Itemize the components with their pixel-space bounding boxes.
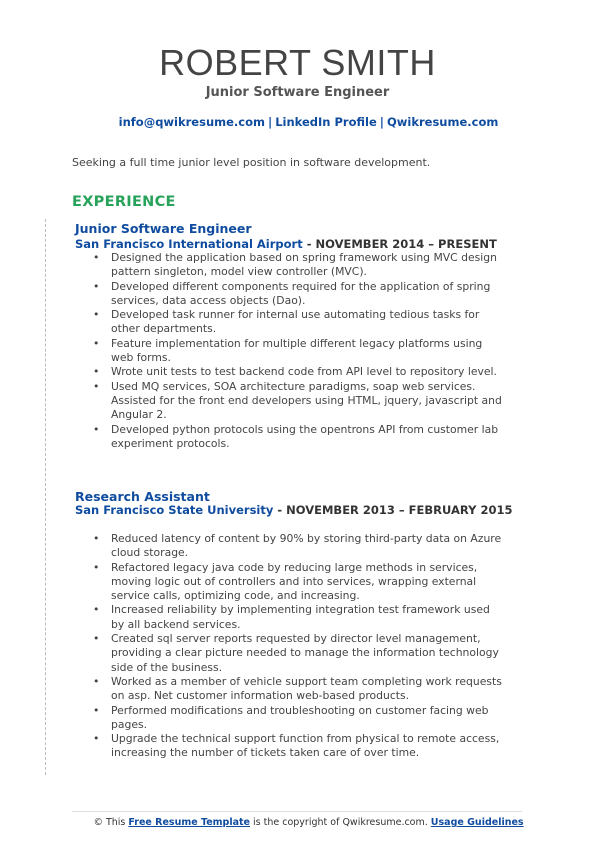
experience-heading: EXPERIENCE	[72, 194, 176, 210]
website-link[interactable]: Qwikresume.com	[386, 115, 499, 129]
contact-separator: |	[268, 115, 273, 129]
job-title: Research Assistant	[75, 489, 210, 504]
job-bullet-item: • Performed modifications and troubleshooting on customer facing web pages.	[93, 704, 503, 733]
job-meta	[75, 237, 497, 251]
footer-prefix: © This	[93, 817, 129, 828]
job-bullet-list	[93, 532, 503, 761]
job-bullet-item: • Designed the application based on spring framework using MVC design pattern singleton, model view controller (MVC).	[93, 251, 503, 280]
job-bullet-item: • Developed python protocols using the opentrons API from customer lab experiment protocols.	[93, 423, 503, 452]
job-bullet-item: • Worked as a member of vehicle support team completing work requests on asp. Net customer information web-based products.	[93, 675, 503, 704]
job-bullet-item: • Wrote unit tests to test backend code from API level to repository level.	[93, 365, 503, 379]
job-bullet-item: • Reduced latency of content by 90% by storing third-party data on Azure cloud storage.	[93, 532, 503, 561]
job-bullet-item: • Refactored legacy java code by reducing large methods in services, moving logic out of controllers and into services, wrapping external service calls, optimizing code, and increasing.	[93, 561, 503, 604]
job-bullet-list	[93, 251, 503, 451]
job-company: San Francisco International Airport	[75, 237, 303, 251]
candidate-name: ROBERT SMITH	[159, 42, 436, 83]
footer	[0, 817, 595, 828]
job-bullet-item: • Created sql server reports requested by director level management, providing a clear picture needed to manage the information technology side of the business.	[93, 632, 503, 675]
email-link[interactable]: info@qwikresume.com	[118, 115, 265, 129]
contact-separator: |	[379, 115, 384, 129]
job-title: Junior Software Engineer	[75, 221, 252, 236]
footer-middle: is the copyright of Qwikresume.com.	[250, 817, 431, 828]
job-dates: - NOVEMBER 2013 – FEBRUARY 2015	[273, 503, 513, 517]
job-dates: - NOVEMBER 2014 – PRESENT	[302, 237, 497, 251]
job-bullet-item: • Feature implementation for multiple different legacy platforms using web forms.	[93, 337, 503, 366]
job-bullet-item: • Used MQ services, SOA architecture paradigms, soap web services. Assisted for the front end developers using HTML, jquery, javascript and Angular 2.	[93, 380, 503, 423]
job-meta	[75, 503, 512, 517]
section-divider-line	[45, 219, 46, 775]
candidate-title: Junior Software Engineer	[205, 85, 390, 100]
footer-divider	[72, 811, 522, 812]
contact-line	[0, 115, 595, 129]
linkedin-link[interactable]: LinkedIn Profile	[275, 115, 377, 129]
job-company: San Francisco State University	[75, 503, 274, 517]
summary-text: Seeking a full time junior level position in software development.	[72, 156, 431, 169]
free-resume-template-link[interactable]: Free Resume Template	[128, 817, 250, 828]
usage-guidelines-link[interactable]: Usage Guidelines	[430, 817, 524, 828]
job-bullet-item: • Developed task runner for internal use automating tedious tasks for other departments.	[93, 308, 503, 337]
job-bullet-item: • Upgrade the technical support function from physical to remote access, increasing the number of tickets taken care of over time.	[93, 732, 503, 761]
job-bullet-item: • Developed different components required for the application of spring services, data access objects (Dao).	[93, 280, 503, 309]
job-bullet-item: • Increased reliability by implementing integration test framework used by all backend services.	[93, 603, 503, 632]
